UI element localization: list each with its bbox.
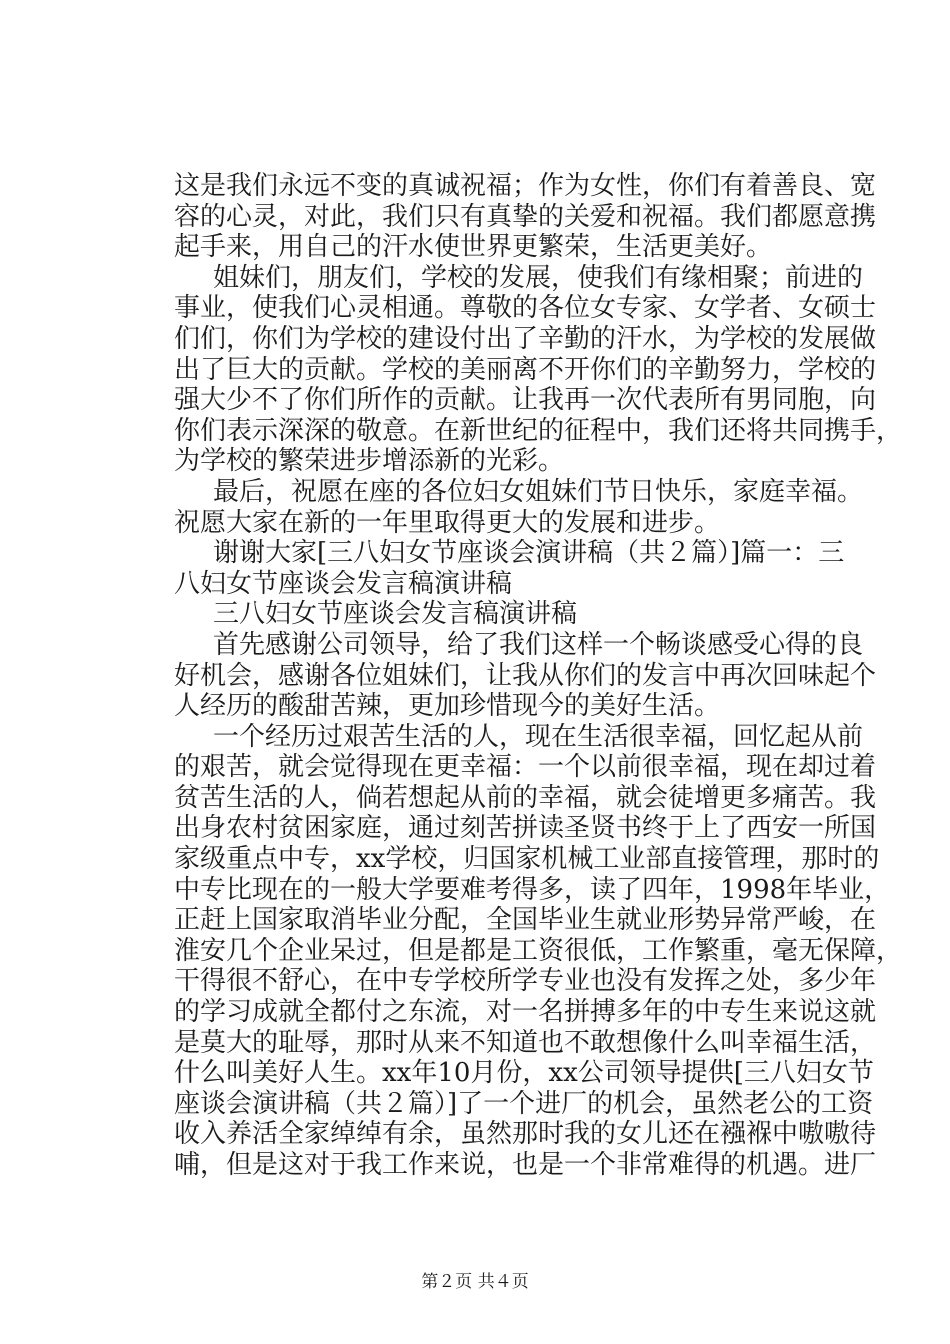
text-line: 谢谢大家[三八妇女节座谈会演讲稿（共２篇）]篇一：三 [187,538,845,569]
text-line: 家级重点中专，xx学校，归国家机械工业部直接管理，那时的 [174,844,880,875]
text-line: 正赶上国家取消毕业分配，全国毕业生就业形势异常严峻，在 [174,905,877,936]
text-line: 起手来，用自己的汗水使世界更繁荣，生活更美好。 [174,232,773,263]
text-line: 三八妇女节座谈会发言稿演讲稿 [187,599,578,630]
text-line: 容的心灵，对此，我们只有真挚的关爱和祝福。我们都愿意携 [174,201,877,232]
page-footer: 第２页 共４页 [421,1272,529,1292]
text-line: 们们，你们为学校的建设付出了辛勤的汗水，为学校的发展做 [174,323,877,354]
text-line: 出了巨大的贡献。学校的美丽离不开你们的辛勤努力，学校的 [174,354,877,385]
text-line: 是莫大的耻辱，那时从来不知道也不敢想像什么叫幸福生活， [174,1027,877,1058]
text-line: 好机会，感谢各位姐妹们，让我从你们的发言中再次回味起个 [174,660,877,691]
text-line: 祝愿大家在新的一年里取得更大的发展和进步。 [174,507,721,538]
text-line: 人经历的酸甜苦辣，更加珍惜现今的美好生活。 [174,691,721,722]
text-line: 贫苦生活的人，倘若想起从前的幸福，就会徒增更多痛苦。我 [174,782,877,813]
text-line: 收入养活全家绰绰有余，虽然那时我的女儿还在襁褓中嗷嗷待 [174,1119,877,1150]
text-line: 姐妹们，朋友们，学校的发展，使我们有缘相聚；前进的 [187,262,864,293]
text-line: 中专比现在的一般大学要难考得多，读了四年，1998年毕业， [174,874,891,905]
text-line: 的学习成就全都付之东流，对一名拼搏多年的中专生来说这就 [174,997,877,1028]
text-line: 八妇女节座谈会发言稿演讲稿 [174,568,513,599]
text-line: 一个经历过艰苦生活的人，现在生活很幸福，回忆起从前 [187,721,864,752]
text-line: 出身农村贫困家庭，通过刻苦拼读圣贤书终于上了西安一所国 [174,813,877,844]
text-line: 事业，使我们心灵相通。尊敬的各位女专家、女学者、女硕士 [174,293,877,324]
text-line: 你们表示深深的敬意。在新世纪的征程中，我们还将共同携手， [174,415,903,446]
text-line: 这是我们永远不变的真诚祝福；作为女性，你们有着善良、宽 [174,171,877,201]
text-line: 为学校的繁荣进步增添新的光彩。 [174,446,565,477]
text-line: 淮安几个企业呆过，但是都是工资很低，工作繁重，毫无保障， [174,935,903,966]
text-line: 强大少不了你们所作的贡献。让我再一次代表所有男同胞，向 [174,385,877,416]
text-line: 最后，祝愿在座的各位妇女姐妹们节日快乐，家庭幸福。 [187,476,864,507]
text-line: 哺，但是这对于我工作来说，也是一个非常难得的机遇。进厂 [174,1150,877,1180]
text-line: 座谈会演讲稿（共２篇）]了一个进厂的机会，虽然老公的工资 [174,1088,874,1119]
document-body [174,171,903,1181]
text-line: 首先感谢公司领导，给了我们这样一个畅谈感受心得的良 [187,629,864,660]
text-line: 什么叫美好人生。xx年10月份，xx公司领导提供[三八妇女节 [174,1058,874,1089]
text-line: 的艰苦，就会觉得现在更幸福：一个以前很幸福，现在却过着 [174,752,877,783]
text-line: 干得很不舒心，在中专学校所学专业也没有发挥之处，多少年 [174,966,877,997]
